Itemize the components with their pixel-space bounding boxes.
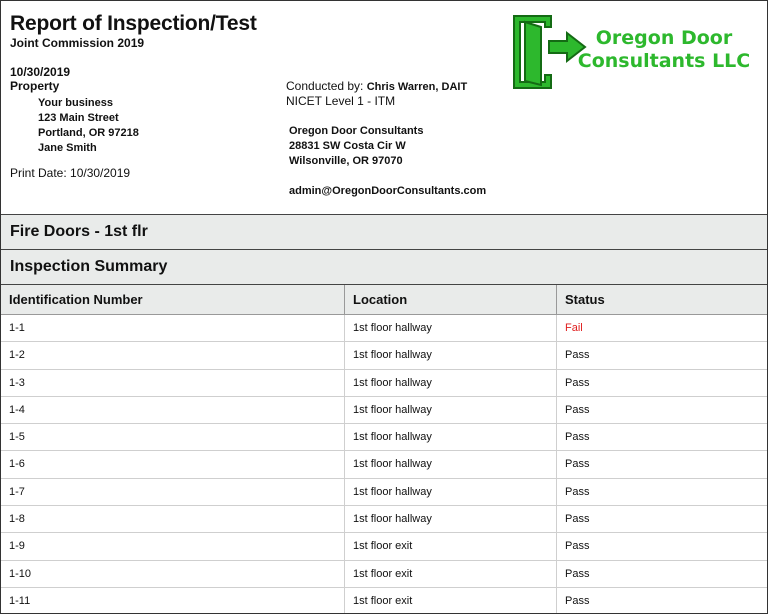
cell-id: 1-10 [9, 567, 32, 580]
table-row [1, 561, 767, 588]
logo-line: Consultants LLC [577, 50, 751, 72]
cell-id: 1-3 [9, 376, 25, 389]
property-line: Your business [38, 97, 113, 109]
cell-location: 1st floor exit [344, 533, 556, 559]
cell-id: 1-8 [9, 513, 25, 526]
summary-title: Inspection Summary [10, 258, 168, 275]
table-row [1, 588, 767, 614]
table-body [1, 315, 767, 614]
cell-location: 1st floor exit [344, 561, 556, 587]
report-subtitle: Joint Commission 2019 [10, 36, 145, 50]
property-line: Jane Smith [38, 142, 97, 154]
company-logo [511, 13, 761, 91]
table-row [1, 397, 767, 424]
report-title: Report of Inspection/Test [10, 12, 257, 35]
cell-id: 1-4 [9, 403, 25, 416]
cell-status: Pass [556, 506, 767, 532]
table-row [1, 506, 767, 533]
report-header [1, 1, 767, 214]
cell-id: 1-2 [9, 349, 25, 362]
cell-status: Pass [556, 424, 767, 450]
section-bar-summary [1, 249, 767, 284]
logo-text [569, 27, 759, 73]
property-line: Portland, OR 97218 [38, 127, 139, 139]
property-address [38, 96, 139, 156]
cell-id: 1-1 [9, 322, 25, 334]
table-row [1, 479, 767, 506]
cell-id: 1-11 [9, 594, 31, 607]
cell-location: 1st floor hallway [344, 315, 556, 341]
table-row [1, 533, 767, 560]
cell-id: 1-9 [9, 540, 25, 553]
column-header-status: Status [556, 285, 767, 314]
cell-status: Pass [556, 533, 767, 559]
conducted-by [286, 79, 467, 93]
company-line: 28831 SW Costa Cir W [289, 140, 406, 152]
logo-line: Oregon Door [595, 27, 733, 49]
table-header-row [1, 285, 767, 315]
column-header-id: Identification Number [9, 292, 143, 307]
cell-location: 1st floor hallway [344, 397, 556, 423]
table-row [1, 451, 767, 478]
cell-status: Pass [556, 479, 767, 505]
company-line: Wilsonville, OR 97070 [289, 155, 403, 167]
inspector-name: Chris Warren, DAIT [366, 81, 468, 93]
cell-location: 1st floor hallway [344, 506, 556, 532]
cell-status: Pass [556, 370, 767, 396]
print-date: Print Date: 10/30/2019 [10, 166, 131, 180]
cell-location: 1st floor hallway [344, 342, 556, 368]
cell-location: 1st floor hallway [344, 479, 556, 505]
column-header-location: Location [344, 285, 556, 314]
report-date: 10/30/2019 [10, 65, 71, 79]
table-row [1, 370, 767, 397]
company-line: Oregon Door Consultants [289, 125, 424, 137]
cell-status: Pass [556, 451, 767, 477]
cell-status: Pass [556, 588, 767, 614]
cell-status: Pass [556, 342, 767, 368]
cell-location: 1st floor hallway [344, 424, 556, 450]
cell-location: 1st floor exit [344, 588, 556, 614]
cell-id: 1-5 [9, 431, 25, 444]
cell-status: Fail [556, 315, 767, 341]
inspection-table [1, 284, 767, 614]
table-row [1, 424, 767, 451]
group-title: Fire Doors - 1st flr [10, 223, 148, 240]
cell-id: 1-6 [9, 458, 25, 471]
property-label: Property [10, 79, 60, 93]
company-address [289, 124, 423, 169]
cell-location: 1st floor hallway [344, 451, 556, 477]
cell-location: 1st floor hallway [344, 370, 556, 396]
section-bar-group [1, 214, 767, 249]
table-row [1, 315, 767, 342]
cell-id: 1-7 [9, 485, 25, 498]
table-row [1, 342, 767, 369]
inspector-certification: NICET Level 1 - ITM [286, 94, 396, 108]
company-email: admin@OregonDoorConsultants.com [289, 185, 487, 197]
conducted-label: Conducted by: [286, 79, 367, 93]
cell-status: Pass [556, 561, 767, 587]
cell-status: Pass [556, 397, 767, 423]
property-line: 123 Main Street [38, 112, 119, 124]
